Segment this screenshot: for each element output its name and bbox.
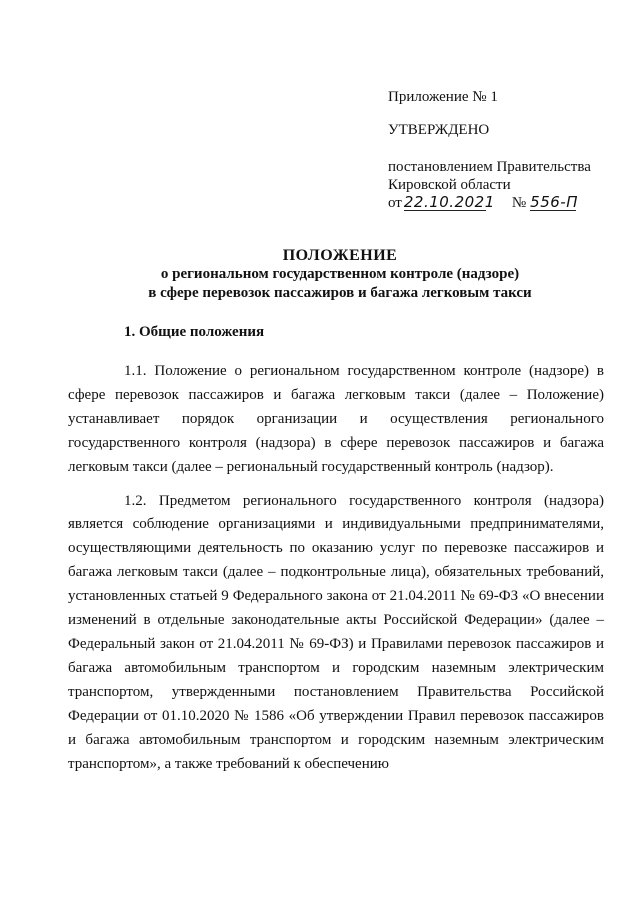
paragraph-1-1: 1.1. Положение о региональном государственном контроле (надзоре) в сфере перевозок пассажиров и багажа легковым такси (далее – Положение) устанавливает порядок организации и осуществления регионального государственного контроля (надзора) в сфере перевозок пассажиров и багажа легковым такси (далее – региональный государственный контроль (надзор).: [68, 363, 604, 475]
title-line-3: в сфере перевозок пассажиров и багажа легковым такси: [148, 285, 532, 301]
section-heading: 1. Общие положения: [124, 324, 265, 340]
approval-block: [388, 88, 618, 212]
date-number-line: [388, 194, 618, 212]
decree-line-2: Кировской области: [388, 177, 511, 193]
paragraph-1-2: 1.2. Предметом регионального государственного контроля (надзора) является соблюдение организациями и индивидуальными предпринимателями, осуществляющими деятельность по оказанию услуг по перевозке пассажиров и багажа легковым такси (далее – подконтрольные лица), обязательных требований, установленных статьей 9 Федерального закона от 21.04.2011 № 69-ФЗ «О внесении изменений в отдельные законодательные акты Российской Федерации» (далее – Федеральный закон от 21.04.2011 № 69-ФЗ) и Правилами перевозок пассажиров и багажа автомобильным транспортом и городским наземным электрическим транспортом, утвержденными постановлением Правительства Российской Федерации от 01.10.2020 № 1586 «Об утверждении Правил перевозок пассажиров и багажа автомобильным транспортом и городским наземным электрическим транспортом», а также требований к обеспечению: [68, 492, 604, 772]
decree-line-1: постановлением Правительства: [388, 159, 591, 175]
document-title: [70, 246, 610, 303]
section-body: [68, 360, 604, 776]
handwritten-date: 22.10.2021: [403, 193, 495, 211]
number-label: №: [511, 195, 527, 211]
title-line-2: о региональном государственном контроле (надзоре): [160, 266, 520, 282]
approved-label: УТВЕРЖДЕНО: [388, 122, 490, 138]
handwritten-number: 556-П: [530, 193, 578, 211]
appendix-label: Приложение № 1: [388, 89, 498, 105]
title-line-1: ПОЛОЖЕНИЕ: [282, 247, 398, 264]
date-prefix: от: [388, 195, 402, 211]
